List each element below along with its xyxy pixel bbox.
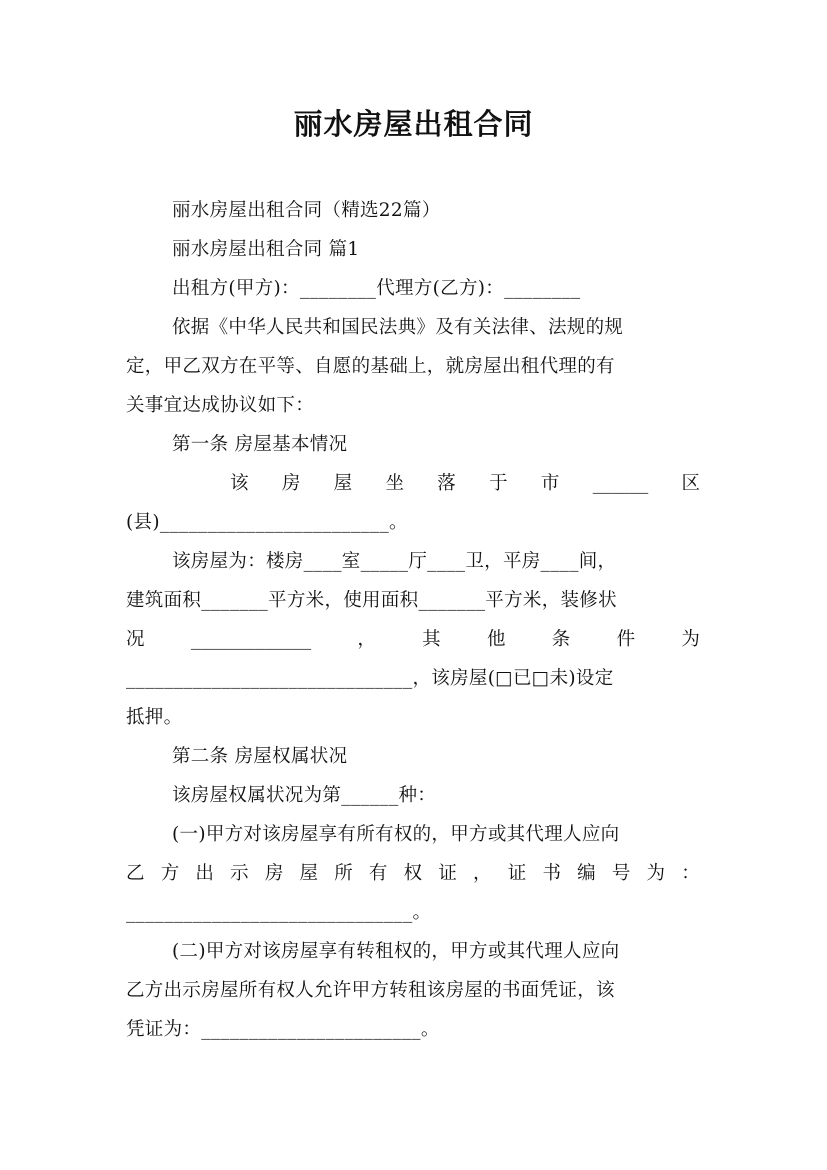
document-title: 丽水房屋出租合同: [293, 107, 534, 141]
doc-char: 编: [577, 863, 596, 884]
doc-char: 出: [195, 863, 214, 884]
doc-line: 第二条 房屋权属状况: [172, 746, 348, 767]
doc-char: 房: [264, 863, 284, 884]
doc-line: 丽水房屋出租合同（精选22篇）: [172, 200, 441, 221]
doc-char: 屋: [333, 473, 353, 494]
doc-char: 其: [422, 629, 441, 650]
doc-line: 乙方出示房屋所有权人允许甲方转租该房屋的书面凭证，该: [126, 980, 615, 1001]
doc-char: ，: [473, 863, 492, 884]
doc-line: 依据《中华人民共和国民法典》及有关法律、法规的规: [172, 317, 624, 338]
doc-line: ______________________________。: [126, 902, 432, 923]
doc-char: 乙: [126, 863, 145, 884]
doc-line: (二)甲方对该房屋享有转租权的，甲方或其代理人应向: [172, 941, 620, 962]
doc-justified-line: [126, 628, 700, 652]
doc-char: ，: [357, 629, 376, 650]
doc-char: 房: [281, 473, 301, 494]
doc-char: 有: [368, 863, 388, 884]
doc-line: 抵押。: [126, 707, 183, 728]
doc-char: 条: [551, 629, 571, 650]
doc-justified-line: [230, 472, 700, 496]
doc-char: 示: [230, 863, 249, 884]
doc-char: 证: [507, 863, 527, 884]
doc-char: 号: [611, 863, 631, 884]
doc-char: _____________: [190, 629, 312, 650]
doc-char: 为: [646, 863, 666, 884]
doc-line: 关事宜达成协议如下：: [126, 395, 315, 416]
doc-line: 第一条 房屋基本情况: [172, 434, 348, 455]
doc-char: 市: [540, 473, 560, 494]
doc-line: 定，甲乙双方在平等、自愿的基础上，就房屋出租代理的有: [126, 356, 615, 377]
doc-line: (一)甲方对该房屋享有所有权的，甲方或其代理人应向: [172, 824, 620, 845]
doc-justified-line: [126, 862, 700, 886]
doc-line: 该房屋权属状况为第______种：: [172, 785, 437, 806]
doc-char: 坐: [385, 473, 404, 494]
doc-char: 权: [403, 863, 423, 884]
doc-line: (县)________________________。: [126, 512, 408, 533]
doc-char: 书: [542, 863, 561, 884]
doc-char: 所: [334, 863, 353, 884]
doc-line: 凭证为：_______________________。: [126, 1019, 440, 1040]
doc-char: 该: [230, 473, 249, 494]
doc-char: 于: [489, 473, 508, 494]
doc-line: 建筑面积_______平方米，使用面积_______平方米，装修状: [126, 590, 617, 611]
doc-char: 证: [438, 863, 457, 884]
doc-char: 方: [160, 863, 180, 884]
doc-char: 区: [681, 473, 700, 494]
doc-line: 丽水房屋出租合同 篇1: [172, 239, 360, 260]
doc-line: 该房屋为：楼房____室_____厅____卫，平房____间，: [172, 551, 617, 572]
doc-char: 件: [616, 629, 636, 650]
doc-line: 出租方(甲方)：________代理方(乙方)：________: [172, 278, 581, 299]
doc-char: 为: [681, 629, 700, 650]
doc-char: 他: [486, 629, 506, 650]
doc-line: ______________________________，该房屋(□已□未)设定: [126, 668, 614, 689]
doc-char: ：: [681, 863, 700, 884]
doc-char: 屋: [299, 863, 319, 884]
doc-char: ______: [592, 473, 649, 494]
doc-char: 落: [437, 473, 456, 494]
doc-char: 况: [126, 629, 145, 650]
